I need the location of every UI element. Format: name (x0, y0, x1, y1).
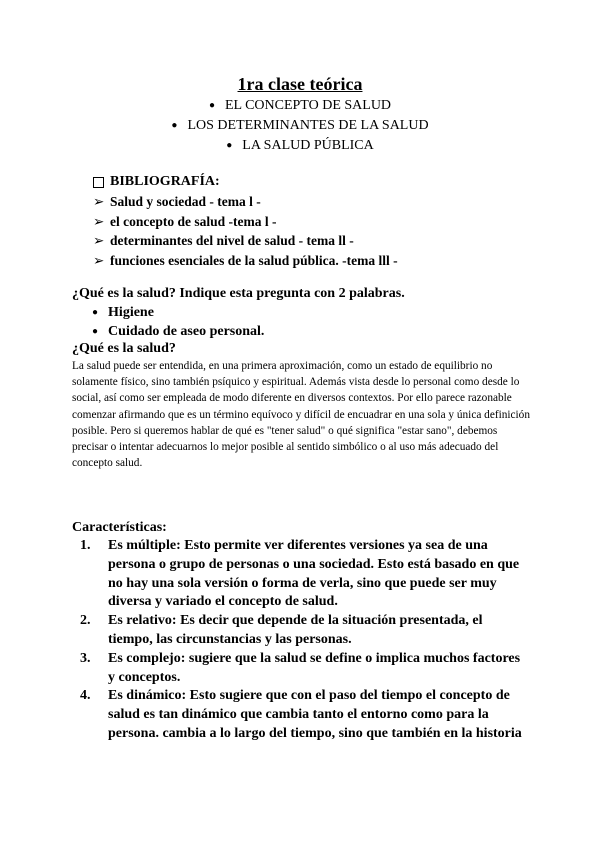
list-item-text: Es complejo: sugiere que la salud se define o implica muchos factores y conceptos. (108, 650, 521, 685)
topic-label: LOS DETERMINANTES DE LA SALUD (187, 118, 429, 133)
section-heading: Características: (72, 520, 167, 535)
bullet-icon: ● (171, 120, 178, 131)
list-item-text: Es múltiple: Esto permite ver diferentes versiones ya sea de una persona o grupo de personas o una sociedad. Esto está basado en que no hay una sola versión o forma de verla, sino que puede ser muy diversa y variado el concepto de salud. (108, 538, 520, 610)
list-item (80, 537, 530, 612)
bibliography-heading (93, 172, 573, 192)
list-item (80, 612, 530, 650)
arrow-bullet-icon: ➢ (93, 252, 105, 268)
bibliography-item-label: funciones esenciales de la salud pública. -tema lll - (110, 252, 398, 268)
list-number: 2. (80, 613, 91, 629)
answer-label: Cuidado de aseo personal. (108, 324, 265, 339)
list-item (80, 650, 530, 688)
topic-item (0, 116, 600, 136)
topic-item (0, 96, 600, 116)
topic-list (0, 96, 600, 156)
answer-item (92, 303, 264, 322)
bibliography-item-label: el concepto de salud -tema l - (110, 213, 277, 229)
bibliography-item (93, 192, 573, 212)
answer-list (92, 303, 264, 341)
topic-item (0, 136, 600, 156)
characteristics-list (80, 537, 530, 744)
page-title: 1ra clase teórica (237, 74, 363, 94)
arrow-bullet-icon: ➢ (93, 194, 105, 209)
question-heading: ¿Qué es la salud? Indique esta pregunta con 2 palabras. (72, 286, 405, 301)
arrow-bullet-icon: ➢ (93, 213, 105, 229)
bibliography-item (93, 231, 573, 251)
bullet-icon: ● (92, 326, 99, 337)
topic-label: EL CONCEPTO DE SALUD (224, 98, 392, 113)
list-item-text: Es dinámico: Esto sugiere que con el paso del tiempo el concepto de salud es tan dinámico que cambia tanto el entorno como para la persona. cambia a lo largo del tiempo, sino que también en la historia (108, 688, 522, 741)
bibliography-item-label: Salud y sociedad - tema l - (110, 194, 261, 209)
list-number: 3. (80, 650, 91, 666)
list-item (80, 687, 530, 743)
list-item-text: Es relativo: Es decir que depende de la situación presentada, el tiempo, las circunstancias y las personas. (108, 613, 483, 647)
bibliography-heading-label: BIBLIOGRAFÍA: (110, 174, 220, 189)
checkbox-icon (93, 177, 104, 188)
question-heading: ¿Qué es la salud? (72, 341, 176, 356)
bullet-icon: ● (92, 307, 99, 318)
list-number: 1. (80, 538, 91, 553)
bullet-icon: ● (226, 140, 233, 151)
answer-item (92, 322, 264, 341)
bibliography-item (93, 212, 573, 232)
bibliography-item (93, 251, 573, 271)
topic-label: LA SALUD PÚBLICA (242, 138, 374, 153)
answer-label: Higiene (108, 305, 154, 320)
bullet-icon: ● (208, 100, 215, 111)
list-number: 4. (80, 688, 91, 704)
arrow-bullet-icon: ➢ (93, 233, 105, 248)
bibliography-item-label: determinantes del nivel de salud - tema ll - (110, 233, 354, 248)
bibliography-section (93, 172, 573, 270)
body-paragraph: La salud puede ser entendida, en una primera aproximación, como un estado de equilibrio no solamente físico, sino también psíquico y espiritual. Además vista desde lo personal como desde lo social, así como ser empleada de modo diferente en diversos contextos. Por ello parece razonable comenzar afirmando que es un término equívoco y difícil de encuadrar en una sola y única definición posible. Pero si queremos hablar de qué es "tener salud" o qué significa "estar sano", debemos precisar o intentar adecuarnos lo mejor posible al sentido simbólico o al uso más adecuado del concepto salud. (72, 360, 530, 470)
